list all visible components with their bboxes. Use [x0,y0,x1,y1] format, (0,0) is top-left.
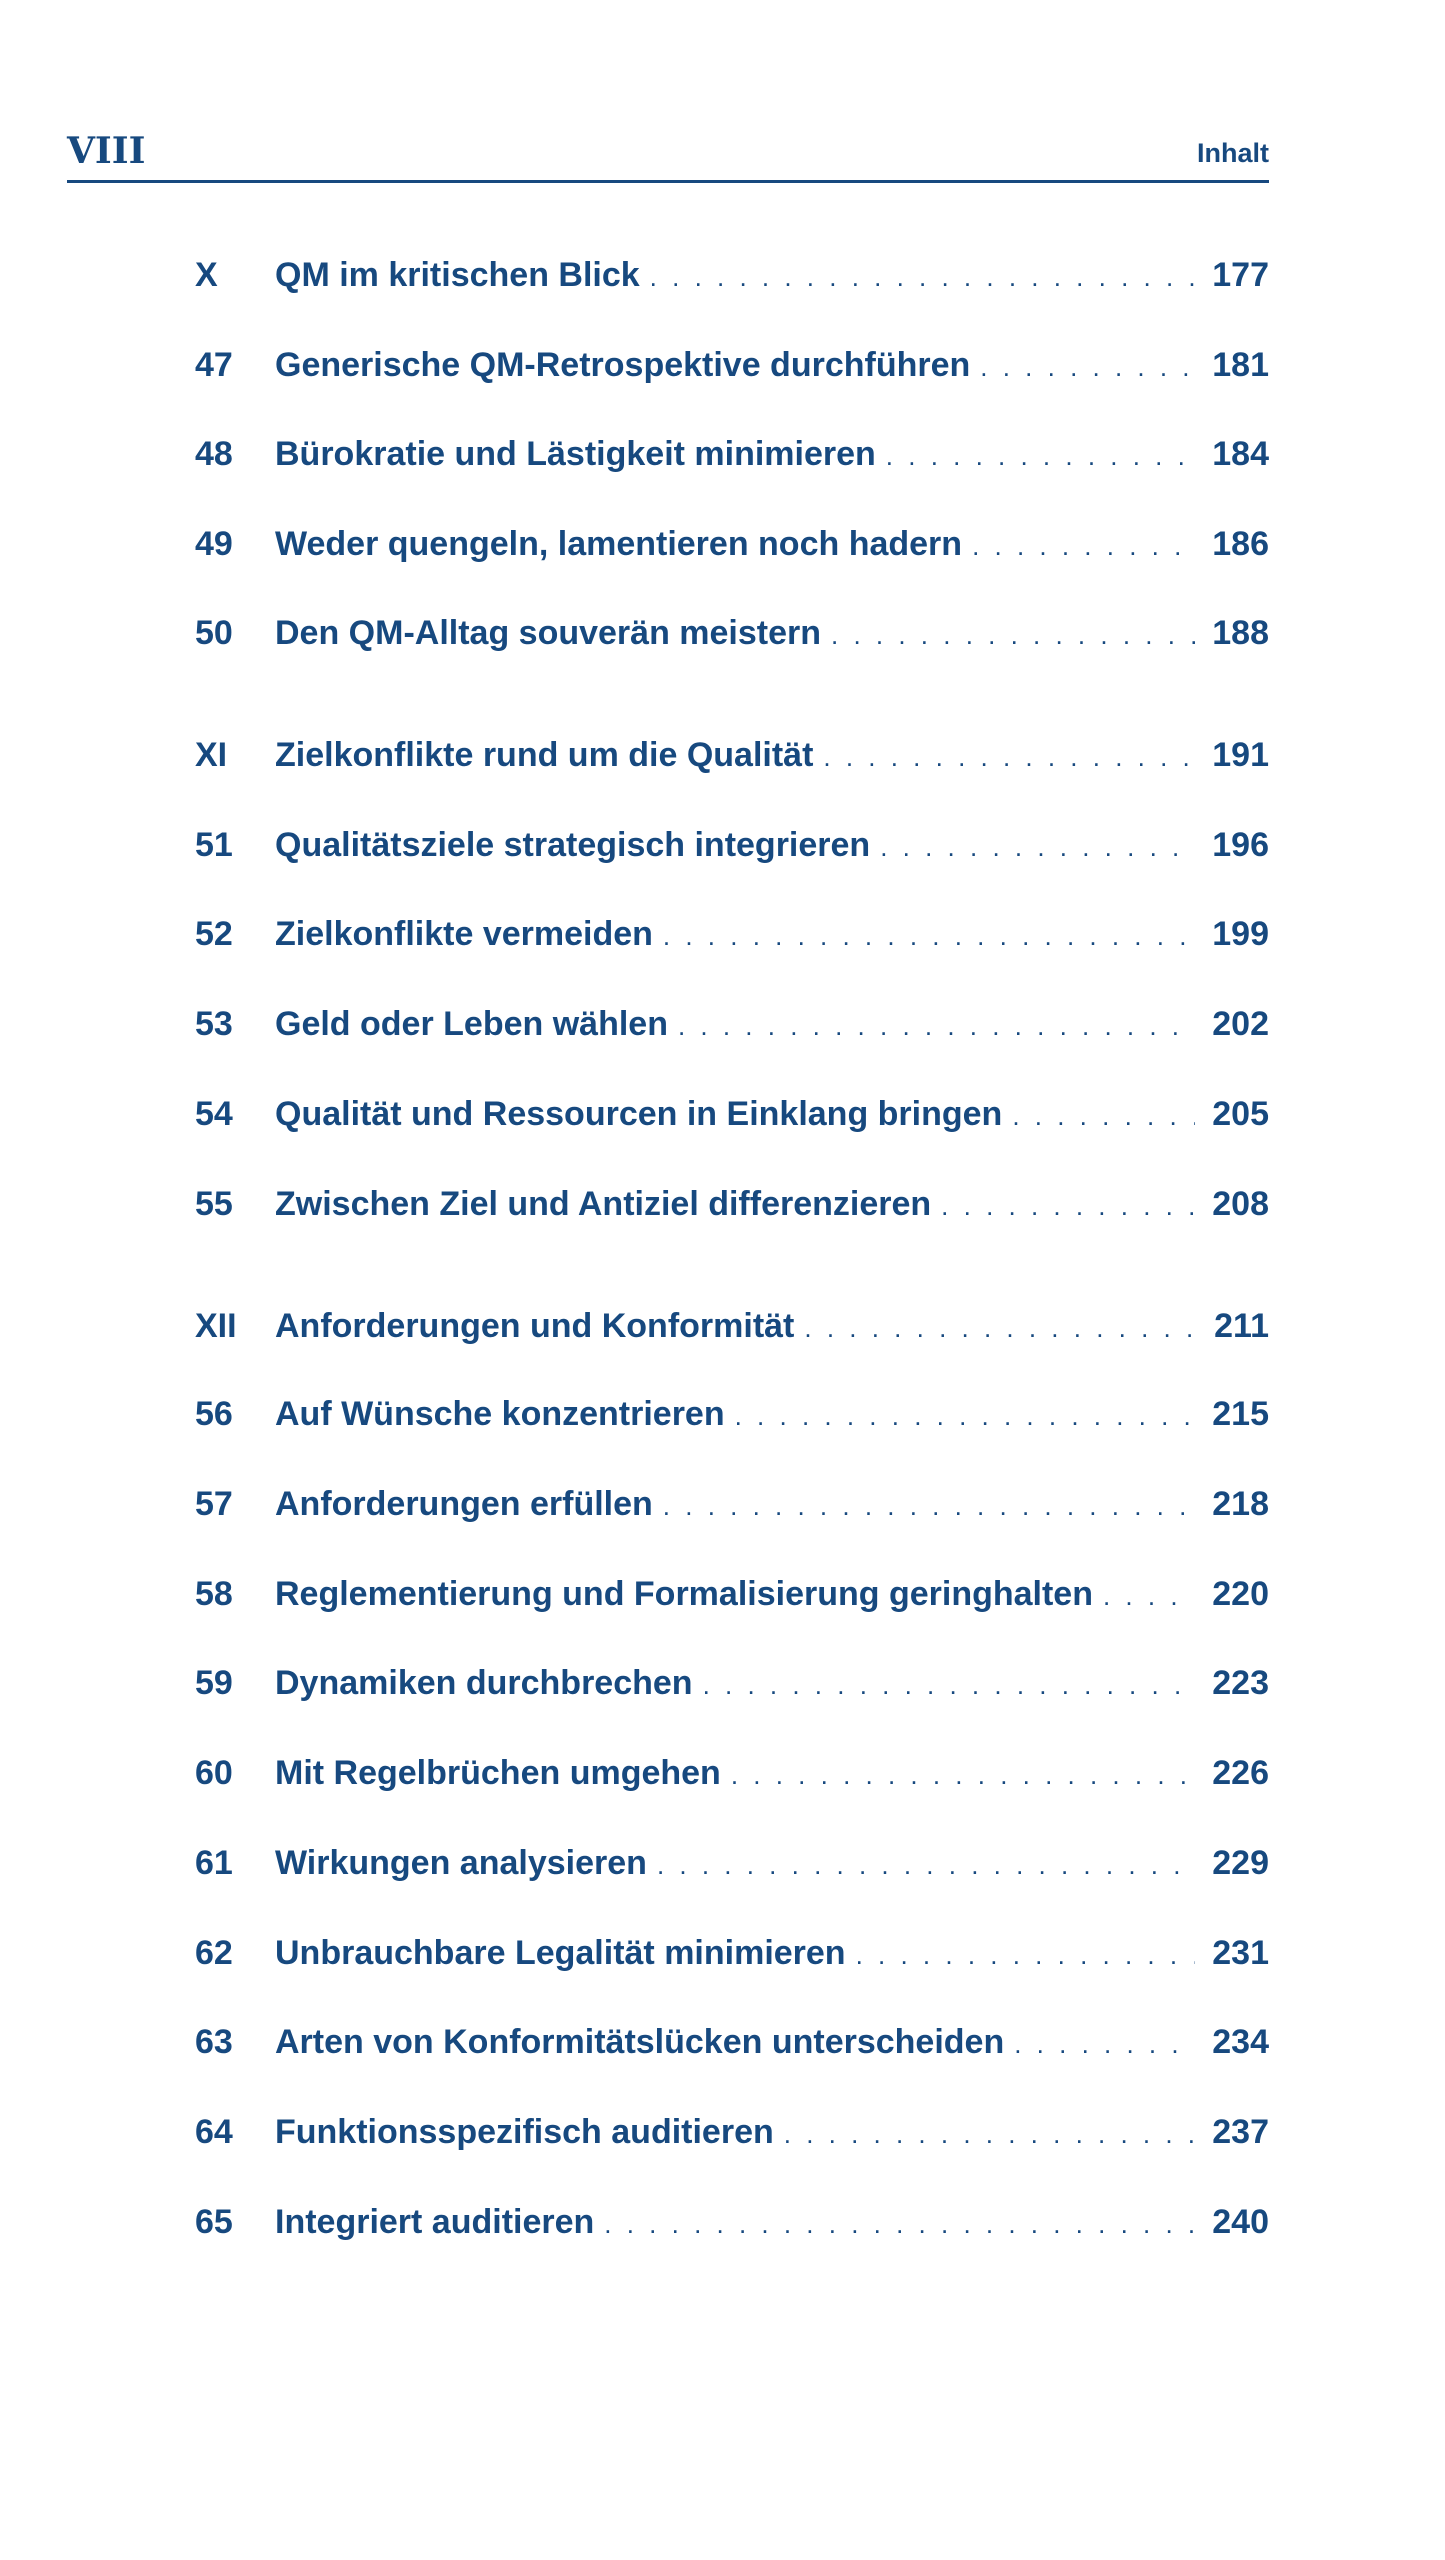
toc-entry-title: QM im kritischen Blick [275,256,640,294]
toc-entry-page: 211 [1214,1307,1269,1345]
dot-leader [703,1660,1195,1708]
toc-entry-title: Qualität und Ressourcen in Einklang bringen [275,1095,1003,1133]
toc-entry-number: 55 [195,1185,233,1223]
toc-entry [195,1838,1269,1888]
dot-leader [663,911,1195,959]
dot-leader [735,1391,1195,1439]
toc-entry-line [275,2017,1195,2067]
toc-entry-number: 61 [195,1844,233,1882]
dot-leader [886,431,1195,479]
toc-entry [195,1748,1269,1798]
toc-entry-number: 57 [195,1485,233,1523]
toc-entry-number: 59 [195,1664,233,1702]
toc-entry-number: 65 [195,2203,233,2241]
toc-entry-title: Dynamiken durchbrechen [275,1664,693,1702]
toc-entry-number: 49 [195,525,233,563]
toc-entry [195,608,1269,658]
toc-entry-title: Geld oder Leben wählen [275,1005,668,1043]
toc-entry-page: 229 [1212,1844,1269,1882]
dot-leader [784,2109,1195,2157]
toc-entry-line [275,909,1195,959]
dot-leader [941,1181,1195,1229]
toc-entry-line [275,1479,1195,1529]
toc-entry-title: Auf Wünsche konzentrieren [275,1395,725,1433]
toc-entry [195,820,1269,870]
toc-entry-line [275,1301,1195,1351]
toc-entry-page: 188 [1212,614,1269,652]
dot-leader [1012,1091,1195,1139]
toc-entry-title: Zielkonflikte rund um die Qualität [275,736,814,774]
toc-entry-title: Mit Regelbrüchen umgehen [275,1754,721,1792]
toc-entry-page: 240 [1212,2203,1269,2241]
toc-entry [195,519,1269,569]
toc-entry-title: Den QM-Alltag souverän meistern [275,614,822,652]
toc-entry-line [275,1748,1195,1798]
page-header [67,125,1269,183]
toc-entry [195,1479,1269,1529]
toc-entry-line [275,999,1195,1049]
dot-leader [731,1750,1195,1798]
toc-entry-title: Qualitätsziele strategisch integrieren [275,826,871,864]
toc-entry-title: Anforderungen und Konformität [275,1307,795,1345]
toc-entry-line [275,608,1195,658]
toc-entry-number: 64 [195,2113,233,2151]
dot-leader [678,1001,1195,1049]
toc-entry-line [275,1838,1195,1888]
toc-entry-title: Arten von Konformitätslücken unterscheiden [275,2023,1005,2061]
toc-entry-line [275,1928,1195,1978]
toc-entry-line [275,820,1195,870]
toc-entry-number: 52 [195,915,233,953]
toc-entry-page: 191 [1212,736,1269,774]
toc-entry-title: Unbrauchbare Legalität minimieren [275,1934,846,1972]
toc-entry [195,1179,1269,1229]
toc-entry [195,1089,1269,1139]
dot-leader [980,342,1195,390]
toc-entry-page: 181 [1212,346,1269,384]
toc-entry [195,909,1269,959]
toc-entry-line [275,1089,1195,1139]
toc-entry-number: XII [195,1307,237,1345]
toc-entry [195,2197,1269,2247]
toc-entry [195,2017,1269,2067]
toc-entry-number: XI [195,736,228,774]
toc-entry-line [275,2107,1195,2157]
toc-entry [195,1569,1269,1619]
dot-leader [831,610,1195,658]
dot-leader [823,732,1195,780]
toc-entry-page: 177 [1212,256,1269,294]
dot-leader [650,252,1195,300]
toc-entry-title: Generische QM-Retrospektive durchführen [275,346,971,384]
toc-entry-number: 47 [195,346,233,384]
dot-leader [880,822,1195,870]
toc-entry-line [275,340,1195,390]
toc-entry [195,999,1269,1049]
dot-leader [856,1930,1195,1978]
toc-entry-page: 208 [1212,1185,1269,1223]
toc-entry-title: Anforderungen erfüllen [275,1485,653,1523]
toc-entry [195,730,1269,780]
toc-entry-page: 218 [1212,1485,1269,1523]
toc-entry-line [275,1569,1195,1619]
toc-entry-title: Zielkonflikte vermeiden [275,915,653,953]
toc-entry-page: 220 [1212,1575,1269,1613]
toc-entry-line [275,2197,1195,2247]
toc-entry-number: 50 [195,614,233,652]
toc-entry-line [275,730,1195,780]
toc-entry-page: 199 [1212,915,1269,953]
toc-entry-title: Wirkungen analysieren [275,1844,647,1882]
toc-entry-number: 62 [195,1934,233,1972]
dot-leader [1103,1571,1195,1619]
toc-entry [195,1928,1269,1978]
toc-entry-line [275,429,1195,479]
toc-entry [195,1658,1269,1708]
toc-entry-page: 196 [1212,826,1269,864]
toc-entry-number: 51 [195,826,233,864]
toc-entry [195,2107,1269,2157]
toc-entry-number: 53 [195,1005,233,1043]
toc-entry [195,429,1269,479]
toc-entry-title: Zwischen Ziel und Antiziel differenzieren [275,1185,932,1223]
toc-entry-title: Funktionsspezifisch auditieren [275,2113,774,2151]
toc-entry-number: 48 [195,435,233,473]
toc-entry-page: 231 [1212,1934,1269,1972]
toc-entry-title: Integriert auditieren [275,2203,595,2241]
dot-leader [972,521,1195,569]
toc-entry-page: 226 [1212,1754,1269,1792]
toc-entry-page: 186 [1212,525,1269,563]
dot-leader [657,1840,1195,1888]
toc-entry-title: Weder quengeln, lamentieren noch hadern [275,525,963,563]
toc-entry-page: 205 [1212,1095,1269,1133]
page-number: VIII [67,130,146,172]
toc-entry-line [275,1658,1195,1708]
toc-entry-page: 202 [1212,1005,1269,1043]
toc-entry-page: 223 [1212,1664,1269,1702]
toc-entry-number: 63 [195,2023,233,2061]
toc-entry-page: 184 [1212,435,1269,473]
toc-entry-title: Reglementierung und Formalisierung geringhalten [275,1575,1093,1613]
toc-entry [195,1301,1269,1351]
toc-entry-line [275,1179,1195,1229]
toc-entry-page: 215 [1212,1395,1269,1433]
toc-entry-line [275,250,1195,300]
toc-entry-line [275,1389,1195,1439]
toc-entry-page: 234 [1212,2023,1269,2061]
toc-entry-number: X [195,256,218,294]
toc-entry-number: 54 [195,1095,233,1133]
toc-entry [195,340,1269,390]
toc-entry-number: 56 [195,1395,233,1433]
toc-entry [195,250,1269,300]
running-head: Inhalt [1197,138,1269,168]
toc-entry-page: 237 [1212,2113,1269,2151]
toc-entry-title: Bürokratie und Lästigkeit minimieren [275,435,876,473]
dot-leader [663,1481,1195,1529]
toc-entry-line [275,519,1195,569]
dot-leader [804,1303,1195,1351]
toc-entry-number: 58 [195,1575,233,1613]
dot-leader [604,2199,1195,2247]
toc-entry [195,1389,1269,1439]
toc-entry-number: 60 [195,1754,233,1792]
dot-leader [1014,2019,1195,2067]
